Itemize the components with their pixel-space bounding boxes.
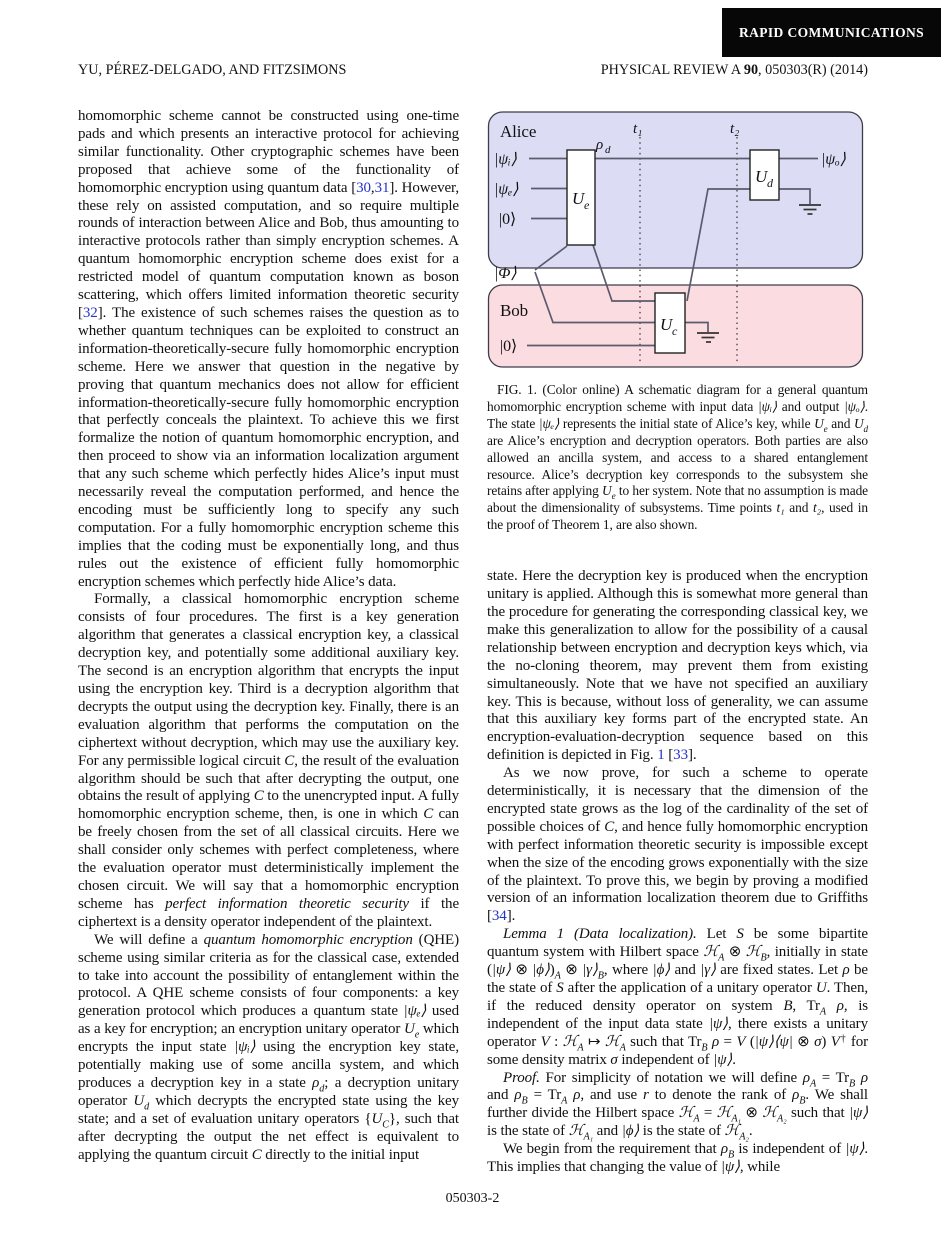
text-segment: : <box>549 1033 563 1050</box>
text-segment: is the state of <box>639 1123 725 1140</box>
page-number-text: 050303-2 <box>445 1191 500 1206</box>
text-segment: |ψₒ⟩ <box>844 398 865 414</box>
text-segment: ℋ <box>716 1105 732 1122</box>
text-segment: homomorphic scheme cannot be constructed using one-time pads and which presents an interactive protocol for achieving similar functionality. Other cryptographic schemes have been proposed that achieve some of the functionality of homomorphic encryption using quantum data [ <box>78 108 459 196</box>
text-segment: . Then, if the reduced density operator on system <box>487 980 868 1014</box>
text-segment: U <box>853 415 864 431</box>
text-segment: , and hence fully homomorphic encryption with perfect information theoretic security is impossible except when the size of the encoding grows exponentially with the size of the plaintext. To prove this, we begin by proving a modified version of an information localization theorem due to Griffiths [ <box>487 818 868 925</box>
text-segment: U <box>815 980 827 996</box>
text-segment: . This implies that changing the value of <box>487 1141 868 1176</box>
text-segment: U <box>602 483 612 499</box>
text-segment: ]. <box>687 747 697 764</box>
text-segment: |ψ⟩ <box>491 962 511 979</box>
text-segment: σ <box>610 1051 618 1068</box>
text-segment: ℋ <box>724 1123 740 1140</box>
text-segment: directly to the initial input <box>261 1146 420 1163</box>
text-segment: e <box>414 1029 420 1041</box>
text-segment: A <box>577 1042 584 1054</box>
text-segment: |ψ⟩ <box>708 1015 728 1032</box>
text-segment: U <box>133 1092 145 1109</box>
text-segment: [ <box>664 747 674 764</box>
paragraph <box>487 1141 868 1177</box>
text-segment: ℋ <box>604 1033 620 1050</box>
text-segment: ℋ <box>568 1123 584 1140</box>
text-segment: . <box>748 1123 753 1140</box>
text-segment: ⊗ <box>560 962 583 979</box>
text-segment: which decrypts the encrypted state using the key state; and a set of evaluation unitary operators { <box>78 1092 460 1127</box>
text-segment: C <box>604 818 615 835</box>
text-segment: and <box>593 1123 622 1140</box>
text-segment: A <box>809 1078 817 1090</box>
text-segment: V <box>736 1033 746 1050</box>
text-segment: and <box>670 962 701 979</box>
text-segment: ρ <box>707 1033 720 1050</box>
text-segment: if the ciphertext is a density operator independent of the plaintext. <box>78 895 459 930</box>
ket-psi-e-label: |ψₑ⟩ <box>494 181 519 198</box>
text-segment: ]. However, these rely on assisted computation, and so require multiple rounds of interaction between Alice and Bob, thus amounting to interactive protocols rather than simply encryption schemes. A quantum homomorphic encryption scheme does exist for a restricted model of quantum computation known as boson scattering, which offers limited information theoretic security [ <box>78 179 459 321</box>
citation-link[interactable]: 32 <box>82 304 98 321</box>
text-segment: ]. <box>506 908 516 925</box>
text-segment: ρ <box>567 1087 581 1104</box>
text-segment: |ψₑ⟩ <box>403 1003 427 1020</box>
rapid-communications-banner <box>722 8 941 57</box>
text-segment: ρ <box>826 997 844 1014</box>
uc-gate-subscript: c <box>672 324 678 338</box>
text-segment: |ψ⟩ <box>713 1051 733 1068</box>
text-segment: U <box>403 1021 415 1038</box>
text-segment: A₂ <box>739 1131 749 1143</box>
text-segment: d <box>319 1083 325 1095</box>
text-segment: ℋ <box>703 944 719 961</box>
ue-gate-subscript: e <box>584 198 590 212</box>
text-segment: B <box>521 1096 528 1108</box>
text-segment: t₁ <box>776 500 785 516</box>
text-segment: |ψ⟩ <box>848 1105 868 1122</box>
text-segment: B <box>783 997 793 1014</box>
text-segment: |ψₑ⟩ <box>538 415 560 431</box>
text-segment: |ψ⟩ <box>845 1141 865 1158</box>
text-segment: , while <box>739 1159 781 1176</box>
left-column <box>78 108 459 1164</box>
text-segment: can be freely chosen from the set of all classical circuits. Here we shall consider only schemes with perfect completeness, where the evaluation operator must deterministically implement the chosen circuit. We will say that a homomorphic encryption scheme has <box>78 806 459 912</box>
text-segment: B <box>727 1149 735 1161</box>
text-segment: }, such that after decrypting the output the net effect is equivalent to applying the quantum circuit <box>78 1110 459 1163</box>
text-segment: C <box>284 752 295 769</box>
text-segment: B <box>799 1096 806 1108</box>
running-authors: YU, PÉREZ-DELGADO, AND FITZSIMONS <box>78 62 347 78</box>
text-segment: be the state of <box>487 962 868 996</box>
text-segment: U <box>814 415 824 431</box>
text-segment: B <box>597 970 604 982</box>
text-segment: , there exists a unitary operator <box>487 1015 868 1050</box>
text-segment: are Alice’s encryption and decryption operators. Both parties are also allowed an ancilla system, and access to a shared entanglement resource. Alice’s decryption key corresponds to the subsystem she retains after applying <box>487 432 868 499</box>
text-segment: ρ <box>792 1087 800 1104</box>
alice-label: Alice <box>500 122 537 141</box>
text-segment: FIG. 1. (Color online) A schematic diagram for a general quantum homomorphic encryption scheme with input data <box>487 382 868 414</box>
text-segment: e <box>611 491 616 502</box>
text-segment: † <box>839 1033 847 1045</box>
ket-zero-alice-label: |0⟩ <box>499 211 517 228</box>
text-segment: for some density matrix <box>487 1033 869 1068</box>
citation-link[interactable]: 1 <box>657 747 665 764</box>
text-segment: Let <box>696 926 737 943</box>
figure-1-caption <box>487 382 868 534</box>
text-segment: V <box>540 1033 550 1050</box>
text-segment: to denote the rank of <box>648 1087 793 1104</box>
ket-psi-i-label: |ψᵢ⟩ <box>494 151 517 168</box>
text-segment: (QHE) scheme using similar criteria as for the classical case, extended to take into account the possibility of entanglement within the protocol. A QHE scheme consists of four components: a key generation protocol which produces a quantum state <box>78 931 459 1020</box>
text-segment: using the encryption key state, potentially making use of some ancilla system, and which produces a decryption key in a state <box>78 1039 460 1091</box>
t2-label: t₂ <box>730 121 740 137</box>
text-segment: t₂ <box>812 500 822 516</box>
right-column <box>487 105 868 1177</box>
text-segment: are fixed states. Let <box>715 962 843 979</box>
text-segment: d <box>144 1101 150 1113</box>
page-number <box>0 1191 945 1207</box>
citation-link[interactable]: 34 <box>491 908 507 925</box>
text-segment: A₁ <box>583 1131 594 1143</box>
text-segment: σ <box>814 1033 822 1050</box>
ket-phi-label: |Φ⟩ <box>494 265 517 282</box>
text-segment: Formally, a classical homomorphic encryption scheme consists of four procedures. The first is a key generation algorithm that generates a classical encryption key, a classical decryption key, and potentially some additional auxiliary key. The second is an encryption algorithm that encrypts the input using the encryption key. Third is a decryption algorithm that decrypts the output using the decryption key. Finally, there is an evaluation algorithm that performs the computation on the ciphertext without decryption, which may use the auxiliary key. For any permissible logical circuit <box>78 591 459 769</box>
text-segment: PHYSICAL REVIEW A <box>600 62 744 78</box>
text-segment: ℋ <box>562 1033 578 1050</box>
text-segment: , initially in state ( <box>487 944 868 979</box>
bob-label: Bob <box>500 301 529 320</box>
text-segment: r <box>643 1087 649 1104</box>
text-segment: C <box>382 1119 389 1131</box>
ket-psi-o-label: |ψₒ⟩ <box>821 151 846 168</box>
text-segment: A <box>554 970 561 982</box>
ud-gate-label: U <box>755 167 768 186</box>
ue-gate-label: U <box>572 189 585 208</box>
text-segment: be some bipartite quantum system with Hilbert space <box>487 926 868 961</box>
text-segment: . We shall further divide the Hilbert space <box>487 1087 868 1122</box>
text-segment: and output <box>777 398 845 414</box>
text-segment: used as a key for encryption; an encryption unitary operator <box>78 1003 459 1038</box>
ket-zero-bob-label: |0⟩ <box>500 338 518 355</box>
text-segment: |ψ⟩ <box>720 1159 740 1176</box>
text-segment: state. Here the decryption key is produced when the encryption unitary is applied. Although this is somewhat more general than the procedure for generating the corresponding classical key, we make this generalization to allow for the possibility of a causal relationship between encryption and decryption keys which, via the no-cloning theorem, may prevent them from existing simultaneously. Note that we have not specified an auxiliary key. This is because, without loss of generality, we can assume that this auxiliary key forms part of the encrypted state. An encryption-evaluation-decryption sequence based on this definition is depicted in Fig. <box>487 568 868 764</box>
text-segment: ; a decryption unitary operator <box>78 1074 459 1109</box>
text-segment: e <box>823 423 828 434</box>
text-segment: ⊗ <box>792 1033 815 1050</box>
text-segment: A₂ <box>777 1113 787 1125</box>
text-segment: and <box>827 415 854 431</box>
text-segment: = Tr <box>527 1087 562 1104</box>
text-segment: ) <box>549 962 555 979</box>
alice-region <box>489 112 863 268</box>
paragraph <box>487 765 868 926</box>
text-segment: which encrypts the input state <box>78 1021 459 1056</box>
rho-d-subscript: d <box>605 144 611 156</box>
text-segment: = Tr <box>816 1069 850 1086</box>
text-segment: ℋ <box>745 944 761 961</box>
text-segment: ρ <box>514 1087 522 1104</box>
text-segment: A <box>561 1096 568 1108</box>
text-segment: |ϕ⟩ <box>621 1123 640 1140</box>
text-segment: , <box>370 179 375 196</box>
text-segment: As we now prove, for such a scheme to operate deterministically, it is necessary that the dimension of the encrypted state grows as the log of the cardinality of the set of possible choices of <box>487 765 868 835</box>
text-segment: to the unencrypted input. A fully homomorphic encryption scheme, then, is one in which <box>78 788 459 823</box>
text-segment: |ϕ⟩ <box>652 962 670 979</box>
text-segment: Proof. <box>503 1069 540 1086</box>
text-segment: |γ⟩ <box>582 962 598 979</box>
text-segment: after the application of a unitary operator <box>563 980 816 996</box>
text-segment: to her system. Note that no assumption is made about the dimensionality of subsystems. Time points <box>487 483 869 516</box>
text-segment: independent of <box>617 1051 714 1068</box>
text-segment: ]. The existence of such schemes raises the question as to whether quantum techniques can be exploited to construct an information-theoretically-secure fully homomorphic encryption scheme. Here we answer that question in the negative by proving that quantum mechanics does not allow for efficient information-theoretically-secure fully homomorphic encryption that perfectly conceals the plaintext. To achieve this we first formalize the notion of quantum homomorphic encryption, and then proceed to show via an information localization argument that any such scheme which perfectly hides Alice’s input must necessarily reveal the computation performed, and hence the encoding must be sufficiently long to specify any such computation. For a fully homomorphic encryption scheme this implies that the coding must be exponentially long, and thus rules out the existence of efficient fully homomorphic encryption schemes which perfectly hide Alice’s data. <box>78 304 459 590</box>
text-segment: C <box>251 1146 262 1163</box>
text-segment: , 050303(R) (2014) <box>758 62 868 78</box>
text-segment: ⊗ <box>740 1105 763 1122</box>
text-segment: perfect information theoretic security <box>165 895 409 912</box>
text-segment: such that Tr <box>625 1033 702 1050</box>
text-segment: ( <box>745 1033 755 1050</box>
text-segment: |ψᵢ⟩ <box>758 398 777 414</box>
page-header <box>78 62 868 79</box>
text-segment: We begin from the requirement that <box>503 1141 721 1158</box>
paragraph <box>487 568 868 765</box>
text-segment: . The state <box>487 398 868 431</box>
text-segment: ρ <box>842 962 850 979</box>
text-segment: represents the initial state of Alice’s key, while <box>559 415 815 431</box>
text-segment: 90 <box>743 62 759 78</box>
text-segment: B <box>849 1078 856 1090</box>
text-segment: B <box>701 1042 708 1054</box>
text-segment: S <box>556 980 564 996</box>
figure-1-circuit-diagram <box>487 105 868 370</box>
text-segment: V <box>830 1033 840 1050</box>
text-segment: For simplicity of notation we will define <box>539 1069 803 1086</box>
text-segment: and <box>784 500 813 516</box>
text-segment: is independent of <box>734 1141 846 1158</box>
text-segment: , Tr <box>792 997 820 1014</box>
text-segment: ρ <box>802 1069 810 1086</box>
text-segment: ℋ <box>762 1105 777 1122</box>
text-segment: |ψ⟩⟨ψ| <box>754 1033 793 1050</box>
text-segment: |γ⟩ <box>700 962 716 979</box>
citation-link[interactable]: 33 <box>673 747 688 764</box>
text-segment: ↦ <box>583 1033 605 1050</box>
text-segment: = <box>699 1105 717 1122</box>
text-segment: S <box>736 926 744 943</box>
text-segment: , where <box>603 962 653 979</box>
paragraph <box>487 1070 868 1142</box>
text-segment: , is independent of the input data state <box>487 997 869 1032</box>
paragraph <box>487 926 868 1069</box>
text-segment: C <box>253 788 264 805</box>
text-segment: , the result of the evaluation algorithm should be such that after decrypting the output, one obtains the result of applying <box>78 752 460 805</box>
text-segment: U <box>371 1110 383 1127</box>
t1-label: t₁ <box>633 121 643 137</box>
text-segment: . <box>732 1051 736 1068</box>
text-segment: quantum homomorphic encryption <box>203 931 413 948</box>
text-segment: , and use <box>580 1087 644 1104</box>
text-segment: A <box>619 1042 626 1054</box>
text-segment: C <box>423 806 434 823</box>
paragraph <box>78 591 459 931</box>
text-segment: ρ <box>312 1074 320 1091</box>
text-segment: A <box>819 1006 827 1018</box>
right-column-body <box>487 568 868 1177</box>
text-segment: We will define a <box>94 931 204 948</box>
text-segment: A₁ <box>731 1113 741 1125</box>
text-segment: , used in the proof of Theorem 1, are also shown. <box>487 500 869 533</box>
text-segment: ℋ <box>678 1105 694 1122</box>
uc-gate-label: U <box>660 315 673 334</box>
rho-d-label: ρ <box>596 137 604 153</box>
paragraph <box>78 108 459 591</box>
text-segment: A <box>718 952 725 964</box>
text-segment: ⊗ <box>510 962 533 979</box>
text-segment: |ψᵢ⟩ <box>234 1039 256 1056</box>
text-segment: ρ <box>720 1141 728 1158</box>
text-segment: A <box>693 1113 700 1125</box>
text-segment: B <box>760 952 767 964</box>
text-segment: ) <box>821 1033 831 1050</box>
ud-gate-subscript: d <box>767 176 773 190</box>
text-segment: |ϕ⟩ <box>532 962 550 979</box>
banner-label: RAPID COMMUNICATIONS <box>738 24 925 40</box>
paragraph <box>78 932 459 1165</box>
text-segment: is the state of <box>487 1123 569 1140</box>
citation-link[interactable]: 30 <box>356 179 371 196</box>
text-segment: such that <box>786 1105 849 1122</box>
text-segment: and <box>487 1087 515 1104</box>
text-segment: Lemma 1 (Data localization). <box>503 926 697 943</box>
citation-link[interactable]: 31 <box>374 179 390 196</box>
text-segment: ⊗ <box>724 944 746 961</box>
text-segment: = <box>719 1033 737 1050</box>
journal-reference <box>601 62 868 79</box>
text-segment: ρ <box>855 1069 868 1086</box>
text-segment: d <box>863 423 868 434</box>
